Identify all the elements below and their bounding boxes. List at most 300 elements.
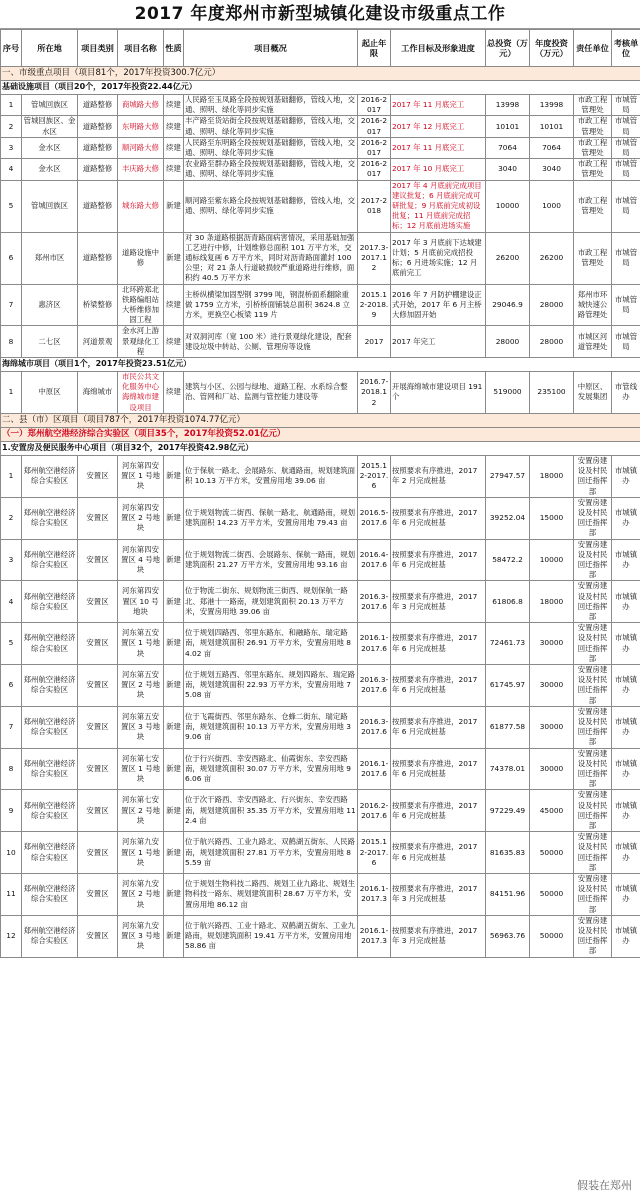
table-cell: 市管线办 (612, 372, 640, 414)
table-cell: 金水区 (22, 137, 78, 158)
table-cell: 新建 (164, 706, 184, 748)
table-cell: 续建 (164, 284, 184, 326)
table-cell: 对双洞河库（宽 100 米）进行景观绿化建设，配套建设垃圾中转站、公厕、管理房等设施 (184, 326, 358, 358)
table-cell: 市城镇办 (612, 748, 640, 790)
table-row (1, 116, 640, 137)
table-cell: 2016.1-2017.6 (358, 623, 391, 665)
table-cell: 2 (1, 116, 22, 137)
table-cell: 新建 (164, 232, 184, 284)
table-cell: 市城镇办 (612, 874, 640, 916)
table-cell: 2017 年 10 月底完工 (391, 159, 486, 180)
table-cell: 河东第九安置区 1 号地块 (118, 832, 164, 874)
table-cell: 道路整修 (78, 95, 118, 116)
table-row (1, 748, 640, 790)
section-heading-row (1, 67, 640, 81)
table-cell: 市城镇办 (612, 623, 640, 665)
table-cell: 2016-2017 (358, 159, 391, 180)
table-cell: 主桥纵横梁加固型钢 3799 吨，钢混桥面系翻除重做 1759 立方米，引桥桥面铺装总面积 3624.8 立方米，更换空心板梁 119 片 (184, 284, 358, 326)
table-cell: 2015.12-2017.6 (358, 455, 391, 497)
table-row (1, 915, 640, 957)
table-cell: 市城镇办 (612, 706, 640, 748)
table-cell: 市城管局 (612, 326, 640, 358)
table-row (1, 232, 640, 284)
table-cell: 安置房建设及村民回迁指挥部 (574, 455, 612, 497)
table-cell: 郑州航空港经济综合实验区 (22, 915, 78, 957)
table-cell: 按照要求有序推进，2017 年 3 月完成桩基 (391, 915, 486, 957)
column-header: 所在地 (22, 30, 78, 67)
table-cell: 市城区河道管理处 (574, 326, 612, 358)
table-cell: 位于航兴路西、工业十路北、双鹤湖五街东、工业九路南，规划建筑面积 19.41 万平方米，安置房用地 58.86 亩 (184, 915, 358, 957)
heading-cell (1, 81, 640, 95)
table-cell: 安置区 (78, 623, 118, 665)
column-header: 考核单位 (612, 30, 640, 67)
table-cell: 顺河路大修 (118, 137, 164, 158)
table-cell: 7 (1, 284, 22, 326)
table-cell: 市城管局 (612, 116, 640, 137)
table-cell: 市民公共文化服务中心海绵城市建设项目 (118, 372, 164, 414)
section-heading-row (1, 413, 640, 427)
watermark: 假装在郑州 (577, 1179, 632, 1192)
table-cell: 18000 (530, 455, 574, 497)
table-cell: 河东第四安置区 1 号地块 (118, 455, 164, 497)
table-row (1, 372, 640, 414)
heading-cell (1, 441, 640, 455)
table-cell: 2015.12-2018.9 (358, 284, 391, 326)
table-cell: 河东第九安置区 2 号地块 (118, 874, 164, 916)
table-cell: 安置区 (78, 497, 118, 539)
table-cell: 7064 (530, 137, 574, 158)
table-cell: 金水区 (22, 159, 78, 180)
table-cell: 3040 (486, 159, 530, 180)
table-cell: 7064 (486, 137, 530, 158)
table-cell: 2016-2017 (358, 95, 391, 116)
table-cell: 12 (1, 915, 22, 957)
table-cell: 1 (1, 95, 22, 116)
table-cell: 道路整修 (78, 159, 118, 180)
table-cell: 郑州航空港经济综合实验区 (22, 623, 78, 665)
table-cell: 金水河上游景观绿化工程 (118, 326, 164, 358)
heading-label: 1.安置房及便民服务中心项目 (2, 443, 107, 453)
table-cell: 39252.04 (486, 497, 530, 539)
table-cell: 丰庆路大修 (118, 159, 164, 180)
table-cell: 位于规划四路西、邻里东路东、和融路东、瑞定路南，规划建筑面积 26.91 万平方米，安置房用地 84.02 亩 (184, 623, 358, 665)
heading-label: （一）郑州航空港经济综合实验区 (2, 429, 130, 440)
heading-cell (1, 413, 640, 427)
table-cell: 市城镇办 (612, 664, 640, 706)
table-cell: 安置区 (78, 539, 118, 581)
table-cell: 10101 (530, 116, 574, 137)
table-cell: 61877.58 (486, 706, 530, 748)
heading-note: （项目787个，2017年投资1074.77亿元） (78, 415, 246, 426)
table-cell: 50000 (530, 915, 574, 957)
table-cell: 新建 (164, 180, 184, 232)
table-cell: 2016.2-2017.6 (358, 790, 391, 832)
table-cell: 对 30 条道路根据沥青路面病害情况，采用基础加强工艺进行中修，计划维修总面积 101 万平方米，交通标线复画 6 万平方米，同时对沥青路面灌封 100 公里；对 21 条人行道破损较严重道路进行维修，面积约 40.5 万平方米 (184, 232, 358, 284)
table-cell: 河东第九安置区 3 号地块 (118, 915, 164, 957)
table-cell: 农业路至群办路全段按规划基础翻修，管线入地，交通、照明、绿化等同步实施 (184, 159, 358, 180)
table-cell: 519000 (486, 372, 530, 414)
table-cell: 人民路至东明路全段按规划基础翻修，管线入地，交通、照明、绿化等同步实施 (184, 137, 358, 158)
column-header: 总投资（万元） (486, 30, 530, 67)
table-cell: 2016.3-2017.6 (358, 581, 391, 623)
table-cell: 市城管局 (612, 95, 640, 116)
table-cell: 续建 (164, 116, 184, 137)
table-cell: 26200 (530, 232, 574, 284)
table-cell: 安置区 (78, 915, 118, 957)
heading-cell (1, 358, 640, 372)
table-cell: 郑州航空港经济综合实验区 (22, 874, 78, 916)
table-cell: 29046.9 (486, 284, 530, 326)
table-cell: 安置房建设及村民回迁指挥部 (574, 539, 612, 581)
table-cell: 河东第五安置区 2 号地块 (118, 664, 164, 706)
table-cell: 建筑与小区、公园与绿地、道路工程、水系综合整治、管网和厂站、监测与管控能力建设等 (184, 372, 358, 414)
table-cell: 续建 (164, 372, 184, 414)
table-cell: 郑州航空港经济综合实验区 (22, 664, 78, 706)
table-cell: 河东第四安置区 10 号地块 (118, 581, 164, 623)
table-cell: 郑州航空港经济综合实验区 (22, 748, 78, 790)
table-cell: 郑州航空港经济综合实验区 (22, 832, 78, 874)
table-cell: 1 (1, 455, 22, 497)
table-cell: 2016 年 7 月防护棚建设正式开始，2017 年 6 月主桥大修加固开始 (391, 284, 486, 326)
table-row (1, 664, 640, 706)
heading-label: 一、市级重点项目 (2, 68, 71, 79)
table-cell: 新建 (164, 790, 184, 832)
table-cell: 市城镇办 (612, 832, 640, 874)
table-cell: 续建 (164, 326, 184, 358)
table-cell: 2016.7-2018.12 (358, 372, 391, 414)
page-title: 2017 年度郑州市新型城镇化建设市级重点工作 (0, 0, 640, 29)
table-row (1, 455, 640, 497)
column-header: 责任单位 (574, 30, 612, 67)
table-cell: 5 (1, 180, 22, 232)
heading-note: （项目20个，2017年投资22.44亿元） (50, 82, 197, 92)
table-cell: 安置房建设及村民回迁指挥部 (574, 832, 612, 874)
table-cell: 续建 (164, 137, 184, 158)
table-cell: 安置区 (78, 664, 118, 706)
table-cell: 按照要求有序推进，2017 年 6 月完成桩基 (391, 539, 486, 581)
table-cell: 按照要求有序推进，2017 年 3 月完成桩基 (391, 874, 486, 916)
table-cell: 安置区 (78, 874, 118, 916)
table-cell: 道路整修 (78, 137, 118, 158)
table-cell: 安置房建设及村民回迁指挥部 (574, 623, 612, 665)
table-cell: 新建 (164, 915, 184, 957)
table-cell: 河东第五安置区 1 号地块 (118, 623, 164, 665)
table-cell: 郑州航空港经济综合实验区 (22, 581, 78, 623)
table-cell: 河道景观 (78, 326, 118, 358)
table-cell: 2017 年完工 (391, 326, 486, 358)
table-row (1, 581, 640, 623)
table-cell: 2016.1-2017.3 (358, 915, 391, 957)
table-cell: 位于规划生物科技二路西、规划工业九路北、规划生物科技一路东、规划建筑面积 28.67 万平方米，安置房用地 86.12 亩 (184, 874, 358, 916)
group-heading-row (1, 358, 640, 372)
table-cell: 市城镇办 (612, 539, 640, 581)
table-cell: 30000 (530, 664, 574, 706)
table-cell: 按照要求有序推进，2017 年 6 月完成桩基 (391, 748, 486, 790)
table-cell: 10101 (486, 116, 530, 137)
table-cell: 河东第四安置区 4 号地块 (118, 539, 164, 581)
table-cell: 安置区 (78, 706, 118, 748)
table-cell: 按照要求有序推进，2017 年 3 月完成桩基 (391, 581, 486, 623)
table-cell: 30000 (530, 706, 574, 748)
table-cell: 2017 年 3 月底前下达城建计划；5 月底前完成招投标；6 月进场实施；12 月底前完工 (391, 232, 486, 284)
table-cell: 8 (1, 748, 22, 790)
table-cell: 人民路至玉凤路全段按规划基础翻修，管线入地，交通、照明、绿化等同步实施 (184, 95, 358, 116)
heading-note: （项目32个，2017年投资42.98亿元） (106, 443, 254, 453)
table-cell: 位于规划物流二街西、保航一路北、航通路南，规划建筑面积 14.23 万平方米，安置房用地 79.43 亩 (184, 497, 358, 539)
table-cell: 郑州航空港经济综合实验区 (22, 539, 78, 581)
table-cell: 安置区 (78, 790, 118, 832)
table-cell: 97229.49 (486, 790, 530, 832)
table-cell: 位于物流二街东、规划物流三街西、规划保航一路北、郑港十一路南，规划建筑面积 20.13 万平方米，安置房用地 39.06 亩 (184, 581, 358, 623)
table-cell: 2016.1-2017.3 (358, 874, 391, 916)
table-cell: 安置房建设及村民回迁指挥部 (574, 874, 612, 916)
column-header: 起止年限 (358, 30, 391, 67)
table-cell: 2016-2017 (358, 116, 391, 137)
table-cell: 按照要求有序推进，2017 年 6 月完成桩基 (391, 623, 486, 665)
table-cell: 1 (1, 372, 22, 414)
table-cell: 道路设施中修 (118, 232, 164, 284)
table-cell: 桥梁整修 (78, 284, 118, 326)
table-cell: 13998 (486, 95, 530, 116)
table-cell: 新建 (164, 497, 184, 539)
table-cell: 新建 (164, 664, 184, 706)
table-cell: 2017 年 12 月底完工 (391, 116, 486, 137)
table-cell: 5 (1, 623, 22, 665)
table-cell: 安置房建设及村民回迁指挥部 (574, 581, 612, 623)
table-cell: 30000 (530, 623, 574, 665)
table-cell: 按照要求有序推进，2017 年 6 月完成桩基 (391, 706, 486, 748)
heading-note: （项目1个，2017年投资23.51亿元） (50, 359, 192, 369)
heading-cell (1, 427, 640, 441)
table-cell: 郑州航空港经济综合实验区 (22, 790, 78, 832)
table-cell: 2017 年 4 月底前完成项目建议批复；6 月底前完成可研批复；9 月底前完成初设批复；11 月底前完成招标；12 月底前进场实施 (391, 180, 486, 232)
table-cell: 4 (1, 159, 22, 180)
table-cell: 2017 年 11 月底完工 (391, 95, 486, 116)
table-cell: 惠济区 (22, 284, 78, 326)
table-cell: 市政工程管理处 (574, 232, 612, 284)
table-cell: 续建 (164, 159, 184, 180)
table-cell: 58472.2 (486, 539, 530, 581)
table-cell: 6 (1, 664, 22, 706)
table-cell: 丰产路至货站街全段按规划基础翻修，管线入地，交通、照明、绿化等同步实施 (184, 116, 358, 137)
table-cell: 10000 (530, 539, 574, 581)
table-row (1, 137, 640, 158)
table-cell: 市城镇办 (612, 581, 640, 623)
section-heading-row (1, 427, 640, 441)
table-cell: 72461.73 (486, 623, 530, 665)
table-cell: 市城管局 (612, 180, 640, 232)
table-cell: 61806.8 (486, 581, 530, 623)
table-cell: 河东第七安置区 1 号地块 (118, 748, 164, 790)
table-cell: 2015.12-2017.6 (358, 832, 391, 874)
table-cell: 市城管局 (612, 232, 640, 284)
table-cell: 安置房建设及村民回迁指挥部 (574, 497, 612, 539)
column-header: 年度投资（万元） (530, 30, 574, 67)
heading-note: （项目81个，2017年投资300.7亿元） (70, 68, 221, 79)
table-cell: 28000 (530, 326, 574, 358)
table-cell: 2 (1, 497, 22, 539)
table-cell: 位于飞霞街西、邻里东路东、仓蜂二街东、瑞定路南，规划建筑面积 10.13 万平方米，安置房用地 39.06 亩 (184, 706, 358, 748)
column-header: 性质 (164, 30, 184, 67)
table-cell: 6 (1, 232, 22, 284)
table-cell: 海绵城市 (78, 372, 118, 414)
table-cell: 3040 (530, 159, 574, 180)
table-cell: 235100 (530, 372, 574, 414)
table-row (1, 832, 640, 874)
table-cell: 9 (1, 790, 22, 832)
table-cell: 11 (1, 874, 22, 916)
table-cell: 位于规划物流二街西、会展路东、保航一路南，规划建筑面积 21.27 万平方米，安置房用地 93.16 亩 (184, 539, 358, 581)
table-cell: 3 (1, 539, 22, 581)
table-cell: 市城管局 (612, 137, 640, 158)
table-cell: 中原区 (22, 372, 78, 414)
table-cell: 2017.3-2017.12 (358, 232, 391, 284)
table-cell: 市政工程管理处 (574, 137, 612, 158)
table-cell: 2016.5-2017.6 (358, 497, 391, 539)
table-cell: 3 (1, 137, 22, 158)
table-cell: 郑州市环城快速公路管理处 (574, 284, 612, 326)
table-cell: 新建 (164, 748, 184, 790)
table-row (1, 874, 640, 916)
table-cell: 新建 (164, 623, 184, 665)
table-cell: 市政工程管理处 (574, 116, 612, 137)
table-cell: 管城回族区、金水区 (22, 116, 78, 137)
table-cell: 84151.96 (486, 874, 530, 916)
table-cell: 50000 (530, 874, 574, 916)
table-cell: 26200 (486, 232, 530, 284)
table-cell: 市城管局 (612, 284, 640, 326)
table-cell: 2016.4-2017.6 (358, 539, 391, 581)
table-row (1, 159, 640, 180)
group-heading-row (1, 441, 640, 455)
table-cell: 安置房建设及村民回迁指挥部 (574, 664, 612, 706)
table-cell: 2017 (358, 326, 391, 358)
table-row (1, 539, 640, 581)
table-cell: 13998 (530, 95, 574, 116)
table-cell: 市政工程管理处 (574, 159, 612, 180)
table-row (1, 326, 640, 358)
table-row (1, 95, 640, 116)
table-cell: 二七区 (22, 326, 78, 358)
table-cell: 安置房建设及村民回迁指挥部 (574, 790, 612, 832)
table-cell: 位于保航一路北、会展路东、航通路南，规划建筑面积 10.13 万平方米，安置房用地 39.06 亩 (184, 455, 358, 497)
table-cell: 45000 (530, 790, 574, 832)
table-cell: 10000 (486, 180, 530, 232)
table-cell: 郑州航空港经济综合实验区 (22, 455, 78, 497)
table-cell: 北环跨郑北铁路编组站大桥维修加固工程 (118, 284, 164, 326)
table-cell: 28000 (486, 326, 530, 358)
table-cell: 7 (1, 706, 22, 748)
table-cell: 郑州航空港经济综合实验区 (22, 706, 78, 748)
table-cell: 河东第四安置区 2 号地块 (118, 497, 164, 539)
table-cell: 61745.97 (486, 664, 530, 706)
table-row (1, 790, 640, 832)
table-cell: 按照要求有序推进，2017 年 6 月完成桩基 (391, 790, 486, 832)
table-cell: 郑州航空港经济综合实验区 (22, 497, 78, 539)
table-cell: 1000 (530, 180, 574, 232)
heading-cell (1, 67, 640, 81)
table-cell: 市城镇办 (612, 915, 640, 957)
table-cell: 2016.3-2017.6 (358, 706, 391, 748)
table-cell: 道路整修 (78, 180, 118, 232)
table-cell: 位于规划五路西、邻里东路东、规划四路东、瑞定路南，规划建筑面积 22.93 万平方米，安置房用地 75.08 亩 (184, 664, 358, 706)
table-cell: 位于行兴街西、幸安西路北、仙霞街东、幸安西路南，规划建筑面积 30.07 万平方米，安置房用地 96.06 亩 (184, 748, 358, 790)
table-cell: 管城回族区 (22, 95, 78, 116)
table-cell: 81635.83 (486, 832, 530, 874)
column-header: 项目名称 (118, 30, 164, 67)
table-cell: 开展海绵城市建设项目 191 个 (391, 372, 486, 414)
table-cell: 56963.76 (486, 915, 530, 957)
table-cell: 安置区 (78, 832, 118, 874)
table-cell: 新建 (164, 581, 184, 623)
table-cell: 50000 (530, 832, 574, 874)
table-cell: 道路整修 (78, 116, 118, 137)
table-row (1, 180, 640, 232)
table-cell: 安置房建设及村民回迁指挥部 (574, 706, 612, 748)
table-cell: 10 (1, 832, 22, 874)
table-cell: 安置房建设及村民回迁指挥部 (574, 915, 612, 957)
table-cell: 15000 (530, 497, 574, 539)
table-cell: 市城镇办 (612, 790, 640, 832)
table-cell: 2017-2018 (358, 180, 391, 232)
project-table (0, 29, 640, 958)
table-cell: 市城镇办 (612, 497, 640, 539)
table-cell: 续建 (164, 95, 184, 116)
column-header: 工作目标及形象进度 (391, 30, 486, 67)
table-cell: 安置区 (78, 455, 118, 497)
table-cell: 市政工程管理处 (574, 95, 612, 116)
table-cell: 按照要求有序推进，2017 年 6 月完成桩基 (391, 497, 486, 539)
table-cell: 中原区、发展集团 (574, 372, 612, 414)
table-cell: 按照要求有序推进，2017 年 2 月完成桩基 (391, 455, 486, 497)
column-header: 项目概况 (184, 30, 358, 67)
table-cell: 2016.1-2017.6 (358, 748, 391, 790)
table-cell: 位于航兴路西、工业九路北、双鹤湖五街东、人民路南，规划建筑面积 27.81 万平方米，安置房用地 85.59 亩 (184, 832, 358, 874)
table-cell: 安置房建设及村民回迁指挥部 (574, 748, 612, 790)
table-cell: 位于次干路西、幸安西路北、行兴街东、幸安西路南，规划建筑面积 35.35 万平方米，安置房用地 112.4 亩 (184, 790, 358, 832)
heading-label: 基础设施项目 (2, 82, 50, 92)
table-cell: 18000 (530, 581, 574, 623)
table-cell: 新建 (164, 832, 184, 874)
column-header: 项目类别 (78, 30, 118, 67)
table-cell: 安置区 (78, 748, 118, 790)
table-cell: 4 (1, 581, 22, 623)
table-cell: 30000 (530, 748, 574, 790)
table-cell: 按照要求有序推进，2017 年 6 月完成桩基 (391, 664, 486, 706)
table-cell: 管城回族区 (22, 180, 78, 232)
table-cell: 74378.01 (486, 748, 530, 790)
table-cell: 8 (1, 326, 22, 358)
table-cell: 新建 (164, 539, 184, 581)
table-cell: 2016.3-2017.6 (358, 664, 391, 706)
table-cell: 市城管局 (612, 159, 640, 180)
table-cell: 河东第五安置区 3 号地块 (118, 706, 164, 748)
table-cell: 东明路大修 (118, 116, 164, 137)
table-cell: 道路整修 (78, 232, 118, 284)
table-row (1, 497, 640, 539)
table-cell: 28000 (530, 284, 574, 326)
table-row (1, 706, 640, 748)
table-cell: 商城路大修 (118, 95, 164, 116)
heading-label: 海绵城市项目 (2, 359, 50, 369)
table-cell: 顺河路至紫东路全段按规划基础翻修，管线入地，交通、照明、绿化等同步实施 (184, 180, 358, 232)
heading-label: 二、县（市）区项目 (2, 415, 79, 426)
table-cell: 城东路大修 (118, 180, 164, 232)
table-header-row (1, 30, 640, 67)
table-cell: 2017 年 11 月底完工 (391, 137, 486, 158)
group-heading-row (1, 81, 640, 95)
table-row (1, 623, 640, 665)
